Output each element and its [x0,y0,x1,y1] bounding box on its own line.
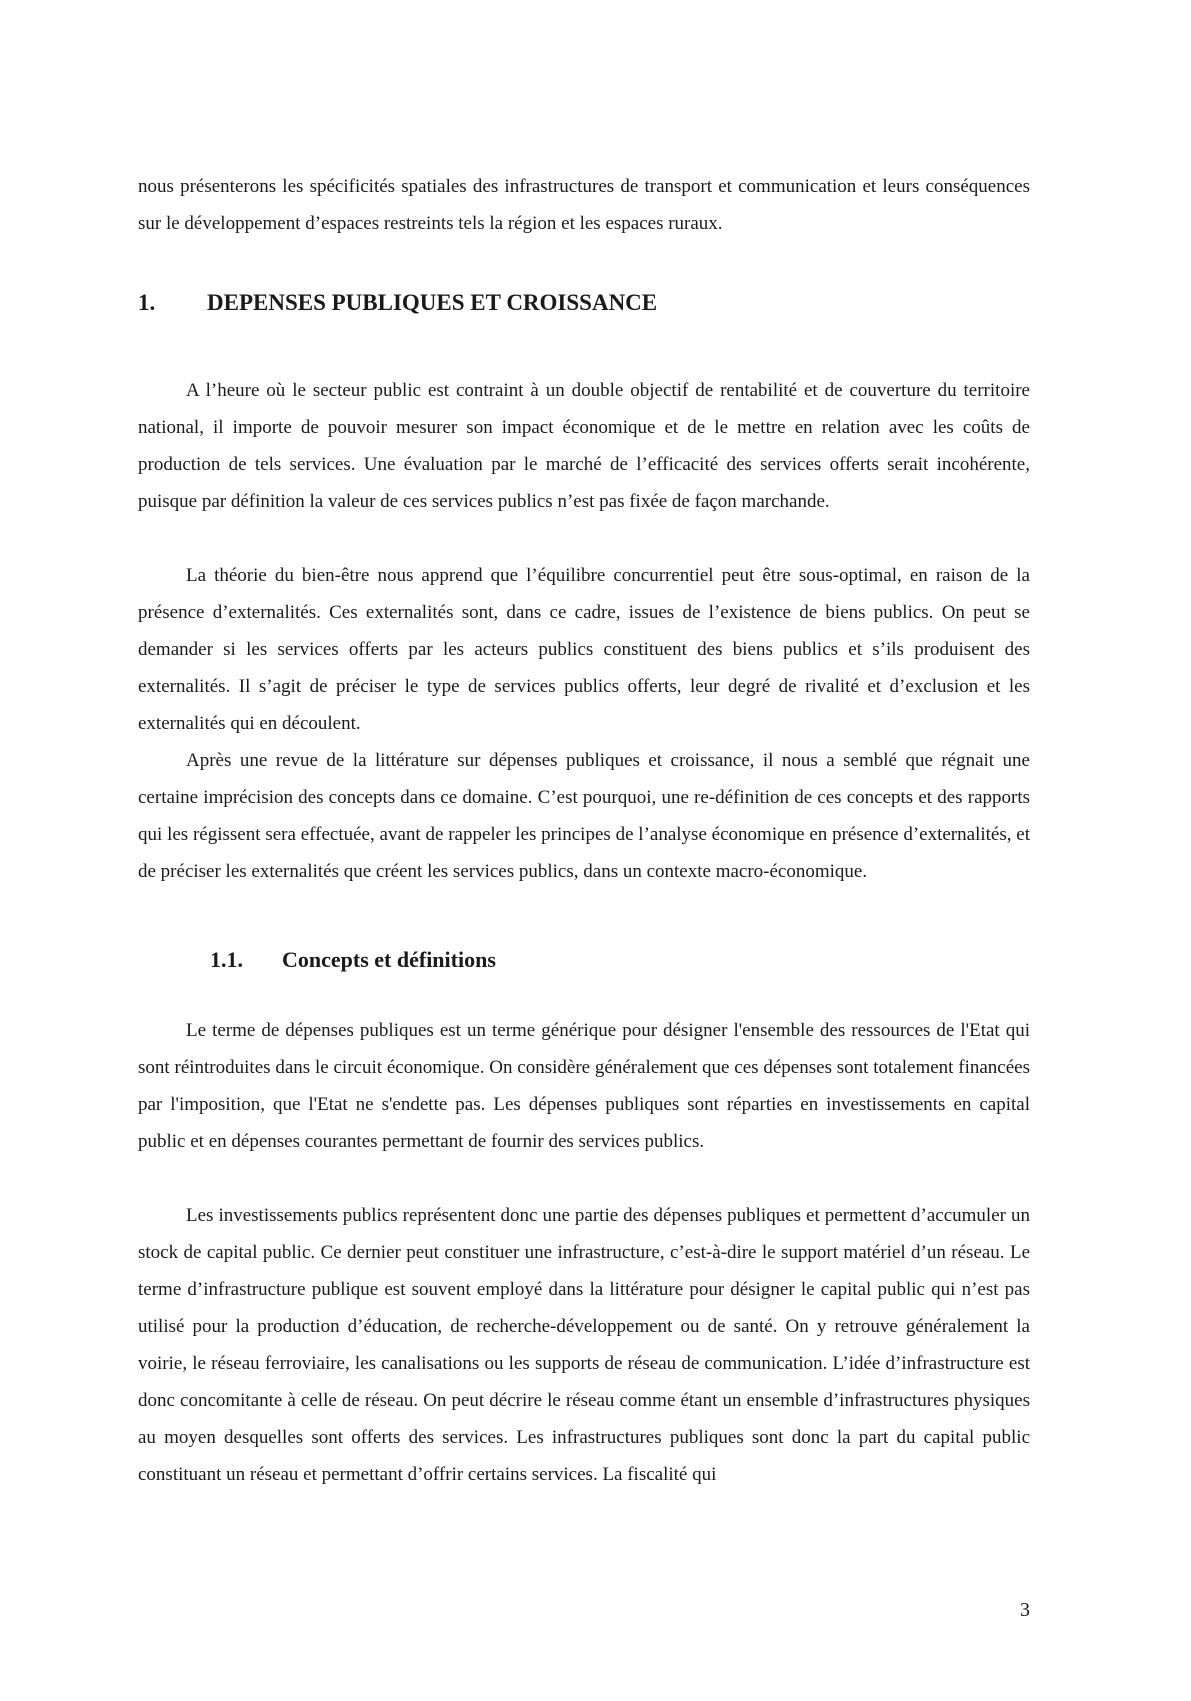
intro-paragraph: nous présenterons les spécificités spatiales des infrastructures de transport et communication et leurs conséquences sur le développement d’espaces restreints tels la région et les espaces ruraux. [138,176,1030,234]
section-number: 1. [138,290,156,315]
paragraph: La théorie du bien-être nous apprend que l’équilibre concurrentiel peut être sous-optimal, en raison de la présence d’externalités. Ces externalités sont, dans ce cadre, issues de l’existence de biens publics. On peut se demander si les services offerts par les acteurs publics constituent des biens publics et s’ils produisent des externalités. Il s’agit de préciser le type de services publics offerts, leur degré de rivalité et d’exclusion et les externalités qui en découlent. [138,565,1030,734]
subsection-title: Concepts et définitions [282,947,496,972]
page-number: 3 [1020,1599,1030,1621]
paragraph: Après une revue de la littérature sur dépenses publiques et croissance, il nous a semblé que régnait une certaine imprécision des concepts dans ce domaine. C’est pourquoi, une re-définition de ces concepts et des rapports qui les régissent sera effectuée, avant de rappeler les principes de l’analyse économique en présence d’externalités, et de préciser les externalités que créent les services publics, dans un contexte macro-économique. [138,750,1030,882]
subsection-number: 1.1. [210,947,243,972]
section-title: DEPENSES PUBLIQUES ET CROISSANCE [207,290,658,315]
subsection-heading [210,944,496,976]
paragraph: A l’heure où le secteur public est contraint à un double objectif de rentabilité et de couverture du territoire national, il importe de pouvoir mesurer son impact économique et de le mettre en relation avec les coûts de production de tels services. Une évaluation par le marché de l’efficacité des services offerts serait incohérente, puisque par définition la valeur de ces services publics n’est pas fixée de façon marchande. [138,380,1030,512]
paragraph: Le terme de dépenses publiques est un terme générique pour désigner l'ensemble des ressources de l'Etat qui sont réintroduites dans le circuit économique. On considère généralement que ces dépenses sont totalement financées par l'imposition, que l'Etat ne s'endette pas. Les dépenses publiques sont réparties en investissements en capital public et en dépenses courantes permettant de fournir des services publics. [138,1020,1030,1152]
paragraph: Les investissements publics représentent donc une partie des dépenses publiques et permettent d’accumuler un stock de capital public. Ce dernier peut constituer une infrastructure, c’est-à-dire le support matériel d’un réseau. Le terme d’infrastructure publique est souvent employé dans la littérature pour désigner le capital public qui n’est pas utilisé pour la production d’éducation, de recherche-développement ou de santé. On y retrouve généralement la voirie, le réseau ferroviaire, les canalisations ou les supports de réseau de communication. L’idée d’infrastructure est donc concomitante à celle de réseau. On peut décrire le réseau comme étant un ensemble d’infrastructures physiques au moyen desquelles sont offerts des services. Les infrastructures publiques sont donc la part du capital public constituant un réseau et permettant d’offrir certains services. La fiscalité qui [138,1205,1030,1485]
section-heading [138,286,657,320]
